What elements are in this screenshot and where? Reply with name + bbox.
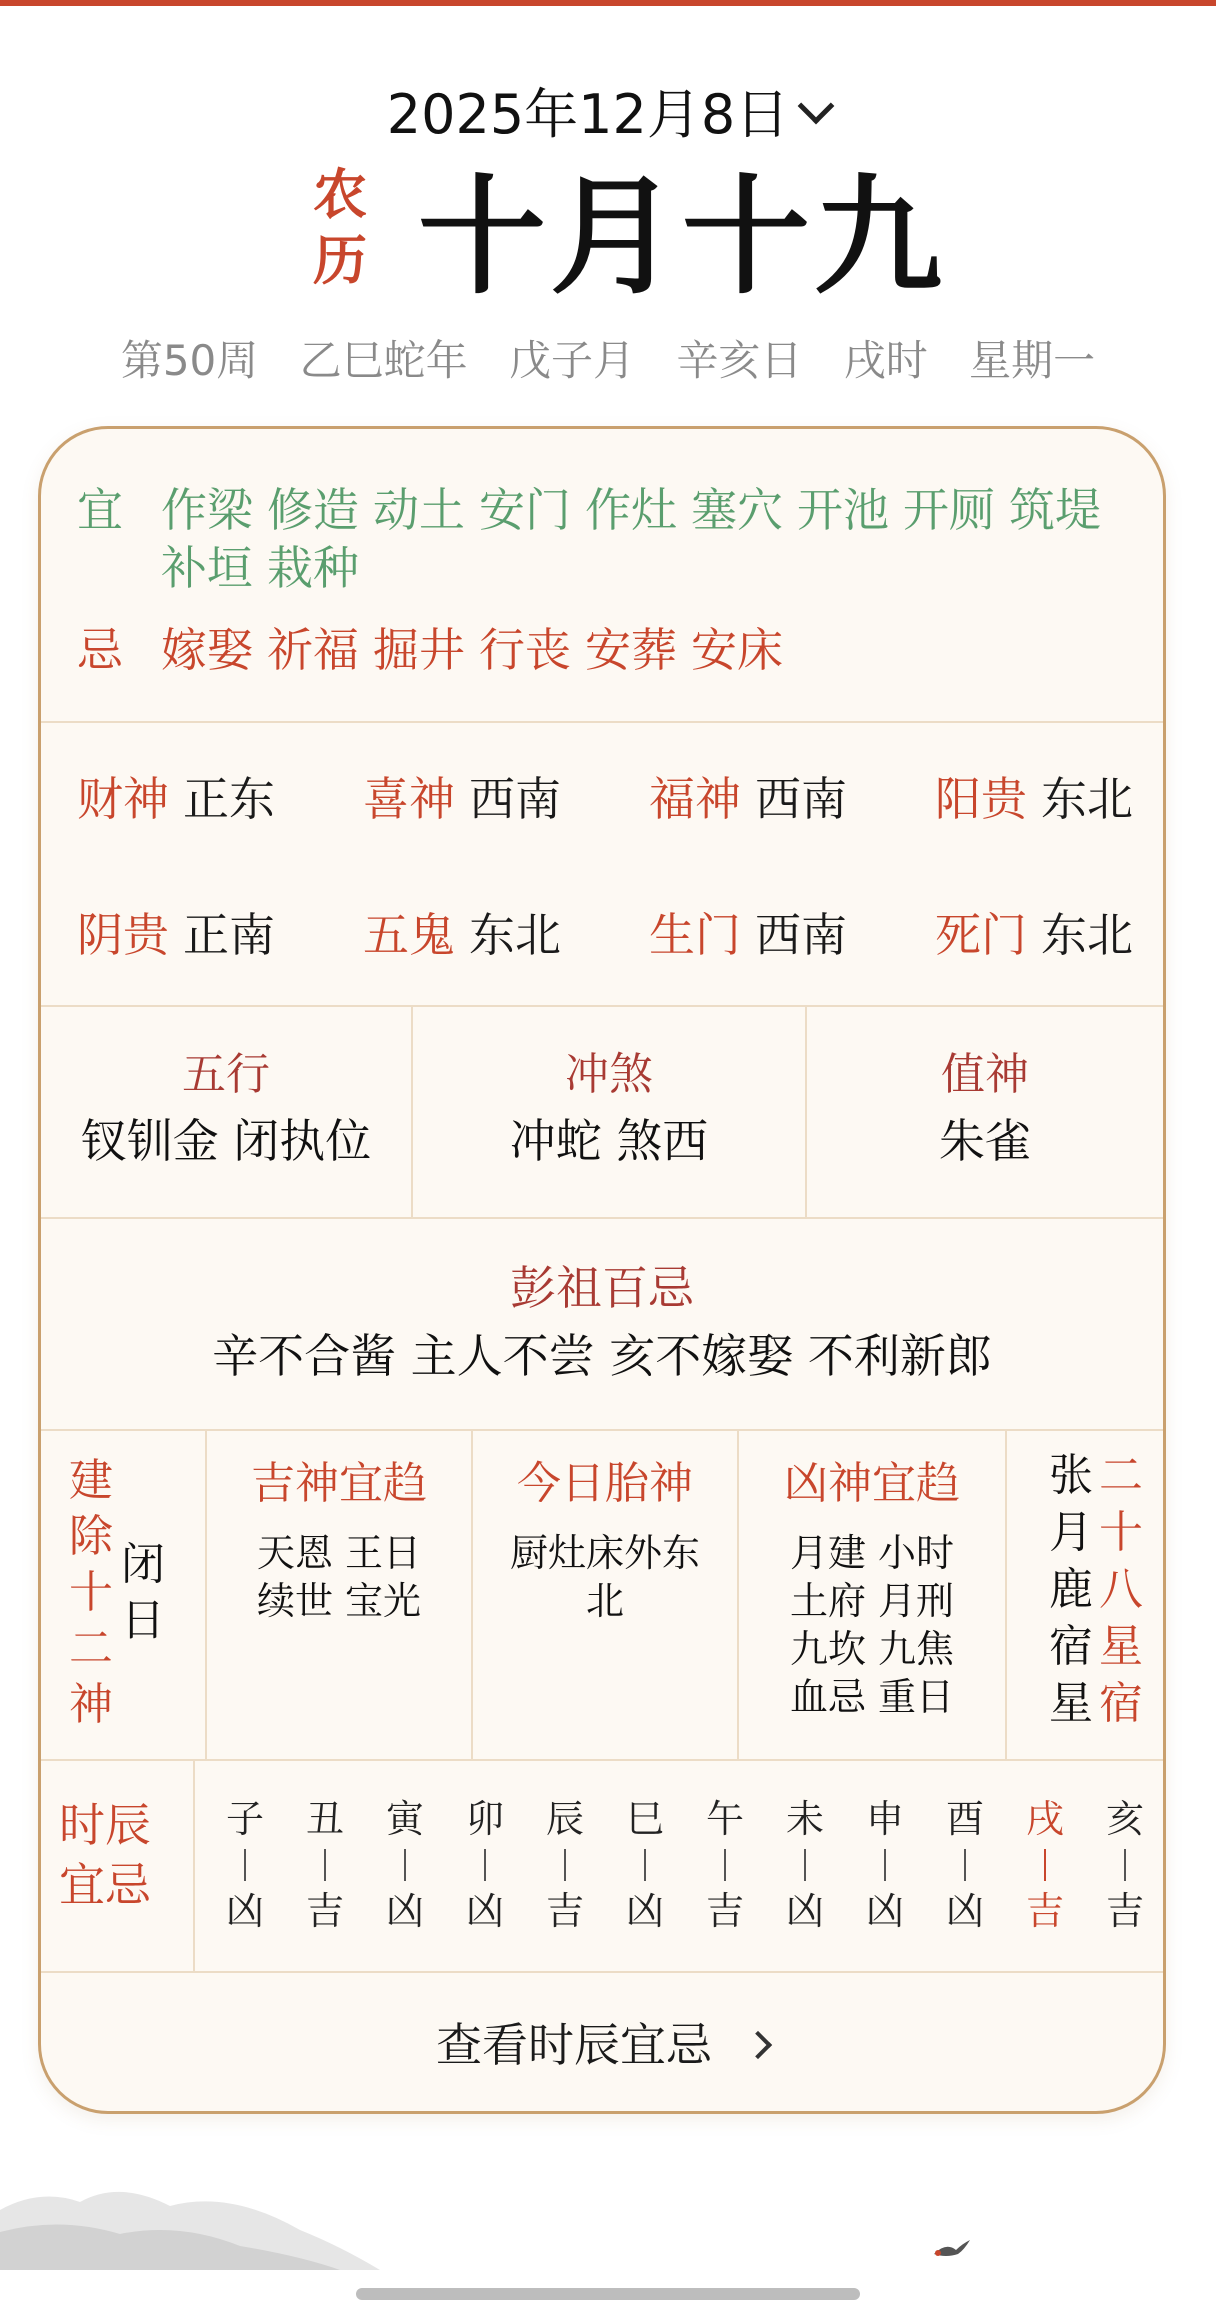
jianchu-title: 建除十二神 xyxy=(69,1455,113,1730)
yi-label: 宜 xyxy=(77,483,123,537)
xingxiu-cell xyxy=(1007,1431,1163,1759)
ji-item: 掘井 xyxy=(373,623,465,677)
shichen-hour[interactable] xyxy=(845,1795,925,1971)
top-accent-bar xyxy=(0,0,1216,6)
chongsha-title: 冲煞 xyxy=(565,1049,653,1100)
shichen-hour[interactable] xyxy=(605,1795,685,1971)
bird-icon xyxy=(932,2238,972,2260)
view-shichen-label[interactable]: 查看时辰宜忌 xyxy=(436,2018,712,2072)
direction-cell xyxy=(77,903,363,967)
hour-branch: 酉 xyxy=(945,1797,984,1841)
directions-section xyxy=(41,723,1163,1007)
lunar-date: 十月十九 xyxy=(418,163,947,312)
jishen-title: 吉神宜趋 xyxy=(251,1458,427,1509)
wuxing-value: 钗钏金 闭执位 xyxy=(80,1114,372,1168)
hour-luck: 凶 xyxy=(225,1889,264,1933)
direction-value: 东北 xyxy=(1041,772,1133,826)
hour-branch: 辰 xyxy=(545,1797,584,1841)
direction-god-name: 阳贵 xyxy=(935,772,1027,826)
direction-value: 西南 xyxy=(755,772,847,826)
chongsha-cell xyxy=(413,1007,807,1217)
zhishen-cell xyxy=(807,1007,1163,1217)
chevron-down-icon[interactable] xyxy=(798,88,835,125)
hour-luck: 凶 xyxy=(625,1889,664,1933)
direction-cell xyxy=(363,767,649,831)
direction-value: 东北 xyxy=(1041,908,1133,962)
shichen-hour[interactable] xyxy=(685,1795,765,1971)
xingxiu-value: 张月鹿宿星 xyxy=(1049,1450,1093,1729)
date-meta-line xyxy=(0,328,1216,388)
shichen-hour[interactable] xyxy=(285,1795,365,1971)
pengzu-title: 彭祖百忌 xyxy=(510,1261,694,1315)
hour-luck: 凶 xyxy=(865,1889,904,1933)
zhishen-title: 值神 xyxy=(941,1049,1029,1100)
wuxing-cell xyxy=(41,1007,413,1217)
ji-items xyxy=(161,621,1141,679)
direction-cell xyxy=(935,903,1166,967)
lunar-tag: 农 历 xyxy=(313,163,367,292)
hour-luck: 吉 xyxy=(705,1889,744,1933)
ji-item: 嫁娶 xyxy=(161,623,253,677)
decorative-scenery xyxy=(0,2170,1216,2290)
hour-divider xyxy=(804,1849,806,1881)
hour-divider xyxy=(484,1849,486,1881)
ji-item: 祈福 xyxy=(267,623,359,677)
wuxing-title: 五行 xyxy=(182,1049,270,1100)
shichen-hour[interactable] xyxy=(925,1795,1005,1971)
direction-god-name: 死门 xyxy=(935,908,1027,962)
ji-item: 安床 xyxy=(691,623,783,677)
hour-branch: 戌 xyxy=(1025,1797,1064,1841)
hour-branch: 巳 xyxy=(625,1797,664,1841)
yi-ji-section xyxy=(41,429,1163,723)
jianchu-cell xyxy=(41,1431,207,1759)
chevron-right-icon[interactable] xyxy=(744,2031,772,2059)
chongsha-value: 冲蛇 煞西 xyxy=(509,1114,709,1168)
yi-item: 筑堤 xyxy=(1009,483,1101,537)
yi-row xyxy=(77,481,1163,597)
direction-cell xyxy=(649,903,935,967)
view-shichen-button[interactable] xyxy=(41,1973,1163,2114)
yi-item: 开厕 xyxy=(903,483,995,537)
direction-value: 正南 xyxy=(183,908,275,962)
direction-god-name: 生门 xyxy=(649,908,741,962)
yi-item: 栽种 xyxy=(267,541,359,595)
lunar-date-block xyxy=(0,160,1216,310)
jishen-cell xyxy=(207,1431,473,1759)
jishen-values: 天恩 王日 续世 宝光 xyxy=(256,1531,422,1623)
hour-luck: 凶 xyxy=(785,1889,824,1933)
yi-item: 开池 xyxy=(797,483,889,537)
hour-branch: 午 xyxy=(705,1797,744,1841)
shichen-hour[interactable] xyxy=(365,1795,445,1971)
shichen-hour[interactable] xyxy=(1085,1795,1165,1971)
xiongshen-cell xyxy=(739,1431,1007,1759)
shichen-hour[interactable] xyxy=(525,1795,605,1971)
shichen-section xyxy=(41,1761,1163,1973)
directions-grid xyxy=(77,767,1166,967)
direction-value: 东北 xyxy=(469,908,561,962)
direction-god-name: 阴贵 xyxy=(77,908,169,962)
ganzhi-month: 戊子月 xyxy=(509,336,636,385)
wuxing-chongsha-zhishen xyxy=(41,1007,1163,1219)
hour-divider xyxy=(1044,1849,1046,1881)
xiongshen-values: 月建 小时 土府 月刑 九坎 九焦 血忌 重日 xyxy=(789,1531,955,1719)
yi-item: 作梁 xyxy=(161,483,253,537)
direction-god-name: 福神 xyxy=(649,772,741,826)
direction-value: 西南 xyxy=(469,772,561,826)
hour-branch: 亥 xyxy=(1105,1797,1144,1841)
home-indicator[interactable] xyxy=(356,2288,860,2300)
hour-divider xyxy=(644,1849,646,1881)
direction-value: 正东 xyxy=(183,772,275,826)
hour-branch: 申 xyxy=(865,1797,904,1841)
taishen-value: 厨灶床外东北 xyxy=(509,1531,700,1623)
direction-cell xyxy=(363,903,649,967)
ganzhi-day: 辛亥日 xyxy=(676,336,803,385)
direction-cell xyxy=(77,767,363,831)
hour-divider xyxy=(564,1849,566,1881)
shichen-label: 时辰宜忌 xyxy=(59,1798,151,1912)
taishen-title: 今日胎神 xyxy=(517,1458,693,1509)
direction-god-name: 五鬼 xyxy=(363,908,455,962)
hour-branch: 卯 xyxy=(465,1797,504,1841)
mountain-icon xyxy=(0,2170,380,2270)
hour-branch: 子 xyxy=(225,1797,264,1841)
hour-branch: 寅 xyxy=(385,1797,424,1841)
shichen-hour[interactable] xyxy=(205,1795,285,1971)
direction-cell xyxy=(649,767,935,831)
shichen-hour[interactable] xyxy=(1005,1795,1085,1971)
hour-branch: 未 xyxy=(785,1797,824,1841)
yi-item: 动土 xyxy=(373,483,465,537)
hour-divider xyxy=(324,1849,326,1881)
shichen-label-cell xyxy=(41,1761,195,1971)
hour-divider xyxy=(1124,1849,1126,1881)
yi-item: 补垣 xyxy=(161,541,253,595)
yi-item: 作灶 xyxy=(585,483,677,537)
yi-item: 塞穴 xyxy=(691,483,783,537)
xiongshen-title: 凶神宜趋 xyxy=(784,1458,960,1509)
hour-luck: 吉 xyxy=(1025,1889,1064,1933)
hour-divider xyxy=(404,1849,406,1881)
hour-divider xyxy=(884,1849,886,1881)
zhishen-value: 朱雀 xyxy=(939,1114,1031,1168)
pengzu-section xyxy=(41,1219,1163,1431)
solar-date[interactable]: 2025年12月8日 xyxy=(386,83,790,146)
date-selector[interactable] xyxy=(0,72,1216,149)
pengzu-value: 辛不合酱 主人不尝 亥不嫁娶 不利新郎 xyxy=(212,1329,992,1383)
yi-item: 修造 xyxy=(267,483,359,537)
weekday: 星期一 xyxy=(969,336,1096,385)
ji-label: 忌 xyxy=(77,623,123,677)
ganzhi-hour: 戌时 xyxy=(843,336,928,385)
shen-section xyxy=(41,1431,1163,1761)
hour-luck: 凶 xyxy=(385,1889,424,1933)
yi-item: 安门 xyxy=(479,483,571,537)
ji-row xyxy=(77,621,1163,679)
ganzhi-year: 乙巳蛇年 xyxy=(299,336,468,385)
direction-value: 西南 xyxy=(755,908,847,962)
direction-cell xyxy=(935,767,1166,831)
week-number: 第50周 xyxy=(120,336,259,385)
jianchu-value: 闭日 xyxy=(121,1539,165,1646)
hour-divider xyxy=(244,1849,246,1881)
hour-luck: 吉 xyxy=(305,1889,344,1933)
ji-item: 安葬 xyxy=(585,623,677,677)
direction-god-name: 财神 xyxy=(77,772,169,826)
ji-item: 行丧 xyxy=(479,623,571,677)
yi-items xyxy=(161,481,1141,597)
hour-luck: 吉 xyxy=(545,1889,584,1933)
hour-divider xyxy=(964,1849,966,1881)
shichen-hour[interactable] xyxy=(445,1795,525,1971)
hour-luck: 凶 xyxy=(465,1889,504,1933)
direction-god-name: 喜神 xyxy=(363,772,455,826)
hour-luck: 吉 xyxy=(1105,1889,1144,1933)
almanac-card xyxy=(38,426,1166,2114)
hour-divider xyxy=(724,1849,726,1881)
shichen-hours xyxy=(195,1761,1165,1971)
hour-luck: 凶 xyxy=(945,1889,984,1933)
xingxiu-title: 二十八星宿 xyxy=(1099,1450,1143,1729)
shichen-hour[interactable] xyxy=(765,1795,845,1971)
taishen-cell xyxy=(473,1431,739,1759)
hour-branch: 丑 xyxy=(305,1797,344,1841)
